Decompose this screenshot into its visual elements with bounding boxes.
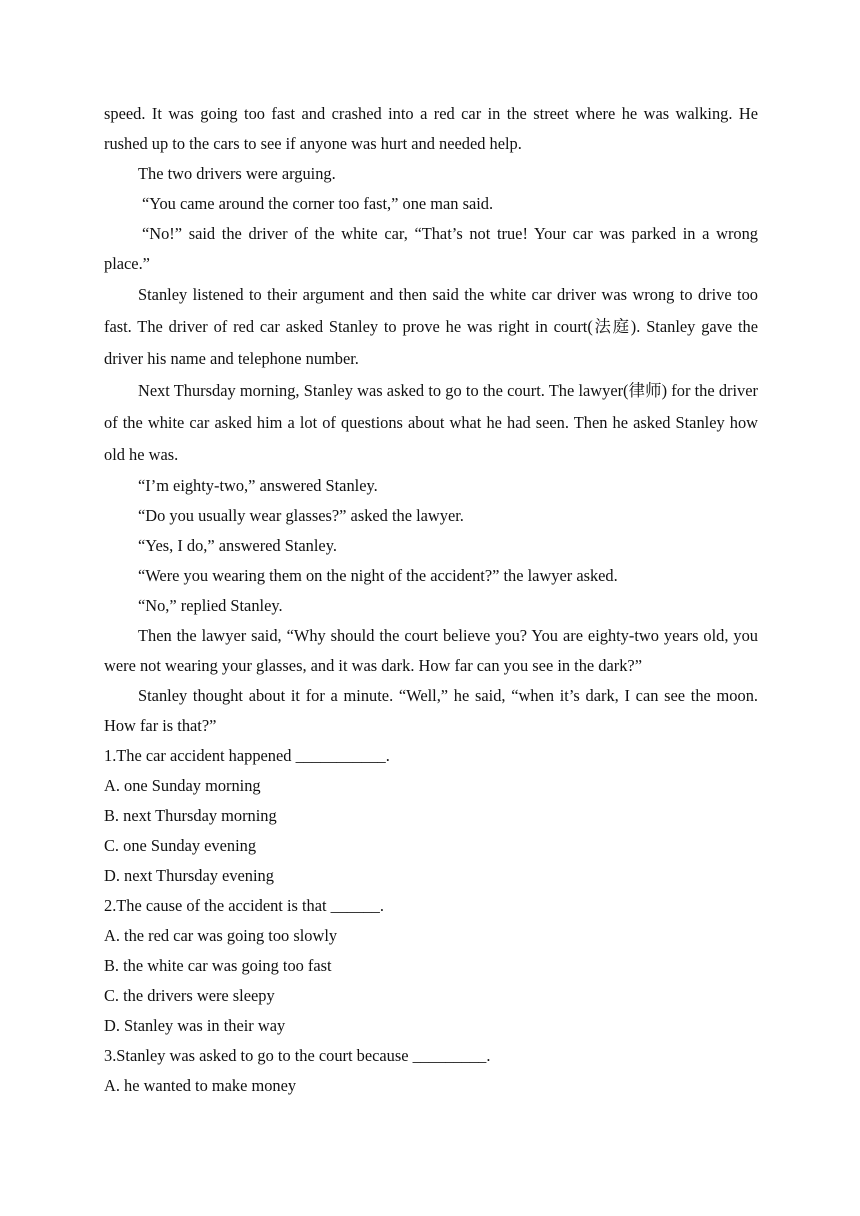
story-paragraph-night-answer: “No,” replied Stanley. bbox=[138, 596, 283, 615]
question-block-1 bbox=[104, 741, 758, 891]
story-paragraph-drivers-arguing: The two drivers were arguing. bbox=[138, 164, 336, 183]
story-paragraph-night-question: “Were you wearing them on the night of the accident?” the lawyer asked. bbox=[138, 566, 618, 585]
story-paragraph-quote-no: “No!” said the driver of the white car, “That’s not true! Your car was parked in a wrong place.” bbox=[104, 224, 758, 273]
answer-option: B. the white car was going too fast bbox=[104, 956, 332, 975]
story-paragraph-moon: Stanley thought about it for a minute. “Well,” he said, “when it’s dark, I can see the moon. How far is that?” bbox=[104, 686, 758, 735]
answer-option: A. he wanted to make money bbox=[104, 1076, 297, 1095]
story-paragraph-continuation: speed. It was going too fast and crashed into a red car in the street where he was walking. He rushed up to the cars to see if anyone was hurt and needed help. bbox=[104, 104, 758, 153]
answer-option: C. one Sunday evening bbox=[104, 836, 257, 855]
story-paragraph-lawyer-said: Then the lawyer said, “Why should the court believe you? You are eighty-two years old, you were not wearing your glasses, and it was dark. How far can you see in the dark?” bbox=[104, 626, 758, 675]
question-stem: 1.The car accident happened ___________. bbox=[104, 746, 390, 765]
story-paragraph-stanley-listened: Stanley listened to their argument and then said the white car driver was wrong to drive too fast. The driver of red car asked Stanley to prove he was right in court(法庭). Stanley gave the driver his name and telephone number. bbox=[104, 285, 758, 368]
document-page bbox=[104, 99, 758, 1101]
story-paragraph-eighty-two: “I’m eighty-two,” answered Stanley. bbox=[138, 476, 378, 495]
answer-option: C. the drivers were sleepy bbox=[104, 986, 275, 1005]
story-paragraph-quote-corner: “You came around the corner too fast,” one man said. bbox=[142, 194, 494, 213]
question-block-3 bbox=[104, 1041, 758, 1101]
question-stem: 2.The cause of the accident is that ______. bbox=[104, 896, 384, 915]
answer-option: B. next Thursday morning bbox=[104, 806, 277, 825]
answer-option: A. the red car was going too slowly bbox=[104, 926, 338, 945]
story-paragraph-glasses-question: “Do you usually wear glasses?” asked the lawyer. bbox=[138, 506, 464, 525]
answer-option: D. Stanley was in their way bbox=[104, 1016, 286, 1035]
question-stem: 3.Stanley was asked to go to the court because _________. bbox=[104, 1046, 491, 1065]
question-block-2 bbox=[104, 891, 758, 1041]
story-paragraph-next-thursday: Next Thursday morning, Stanley was asked to go to the court. The lawyer(律师) for the driver of the white car asked him a lot of questions about what he had seen. Then he asked Stanley how old he was. bbox=[104, 381, 758, 464]
answer-option: A. one Sunday morning bbox=[104, 776, 261, 795]
story-paragraph-glasses-answer: “Yes, I do,” answered Stanley. bbox=[138, 536, 337, 555]
answer-option: D. next Thursday evening bbox=[104, 866, 274, 885]
